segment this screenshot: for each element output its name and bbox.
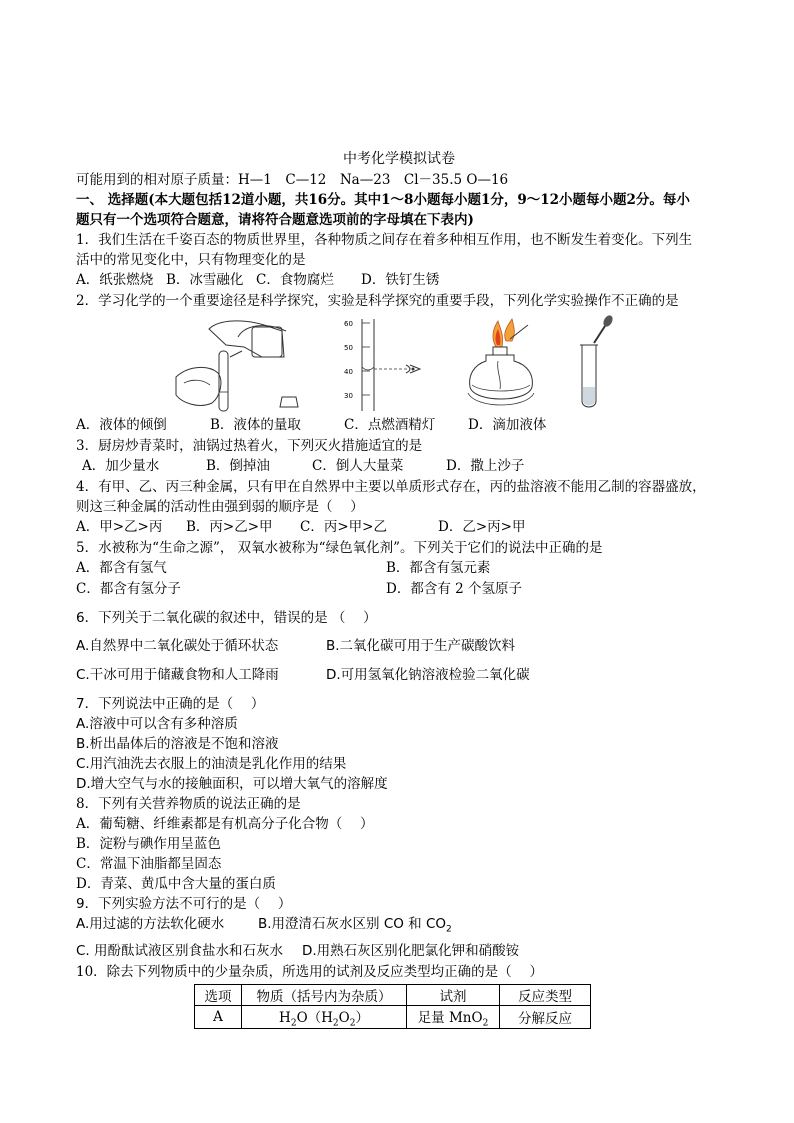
substance-part-d: ） xyxy=(355,1009,369,1026)
q10-stem: 10．除去下列物质中的少量杂质，所选用的试剂及反应类型均正确的是（ ） xyxy=(76,963,543,980)
page-title: 中考化学模拟试卷 xyxy=(343,151,455,167)
q5-option-a: A．都含有氢气 xyxy=(76,560,167,576)
q9-option-d: D.用熟石灰区别化肥氯化钾和硝酸铵 xyxy=(302,942,520,959)
substance-part-c: O xyxy=(338,1009,350,1026)
q6-option-c: C.干冰可用于储藏食物和人工降雨 xyxy=(76,667,279,683)
measuring-cylinder-figure xyxy=(334,315,434,415)
q5-option-d: D．都含有 2 个氢原子 xyxy=(386,581,522,597)
pouring-liquid-figure xyxy=(174,317,304,413)
q4-option-a: A．甲>乙>丙 xyxy=(76,519,163,535)
q3-stem: 3．厨房炒青菜时，油锅过热着火，下列灭火措施适宜的是 xyxy=(76,438,423,454)
q9-option-b xyxy=(258,914,452,941)
q3-option-b: B．倒掉油 xyxy=(206,458,270,474)
q8-stem: 8．下列有关营养物质的说法正确的是 xyxy=(76,796,301,812)
q4-option-c: C．丙>甲>乙 xyxy=(300,519,387,535)
q1-option-b: B．冰雪融化 xyxy=(166,272,244,288)
reagent-text: 足量 MnO xyxy=(417,1009,483,1026)
q7-option-a: A.溶液中可以含有多种溶质 xyxy=(76,716,238,732)
q3-options xyxy=(76,456,726,477)
table-row xyxy=(195,1005,591,1029)
q8-option-b: B．淀粉与碘作用呈蓝色 xyxy=(76,836,221,852)
q5-options-row1 xyxy=(76,558,726,579)
q7-stem: 7．下列说法中正确的是（ ） xyxy=(76,696,265,712)
q1-stem-line2: 活中的常见变化中，只有物理变化的是 xyxy=(76,252,306,268)
q4-stem-line1: 4．有甲、乙、丙三种金属，只有甲在自然界中主要以单质形式存在，丙的盐溶液不能用乙制的容器盛放， xyxy=(76,479,706,495)
q5-options-row2 xyxy=(76,579,726,600)
substance-part-b: O（H xyxy=(296,1009,333,1026)
q5-stem: 5．水被称为“生命之源”， 双氧水被称为“绿色氧化剂”。下列关于它们的说法中正确的是 xyxy=(76,540,603,556)
q7-option-d: D.增大空气与水的接触面积，可以增大氧气的溶解度 xyxy=(76,776,388,792)
table-header-reagent: 试剂 xyxy=(407,984,500,1005)
q6-option-a: A.自然界中二氧化碳处于循环状态 xyxy=(76,638,279,654)
alcohol-lamp-figure xyxy=(462,313,542,413)
q3-option-a: A．加少量水 xyxy=(82,458,160,474)
q6-option-b: B.二氧化碳可用于生产碳酸饮料 xyxy=(326,638,516,654)
row-substance xyxy=(242,1005,407,1029)
q6-options-row1 xyxy=(76,636,726,657)
q1-option-c: C．食物腐烂 xyxy=(256,272,334,288)
atomic-mass-line: 可能用到的相对原子质量：H—1 C—12 Na—23 Cl－35.5 O—16 xyxy=(76,172,509,188)
substance-sub-b: 2 xyxy=(332,1018,339,1029)
q9-options-row2 xyxy=(76,941,726,962)
q1-options xyxy=(76,270,726,291)
q2-option-b: B．液体的量取 xyxy=(210,417,301,433)
q9-option-a: A.用过滤的方法软化硬水 xyxy=(76,916,225,932)
q1-stem-line1: 1．我们生活在千姿百态的物质世界里，各种物质之间存在着多种相互作用，也不断发生着变化。下列生 xyxy=(76,232,693,248)
substance-sub-c: 2 xyxy=(349,1018,356,1029)
q10-table xyxy=(194,984,591,1030)
q8-option-a: A．葡萄糖、纤维素都是有机高分子化合物（ ） xyxy=(76,816,374,832)
substance-part-a: H xyxy=(279,1009,291,1026)
table-header-substance: 物质（括号内为杂质） xyxy=(242,984,407,1005)
q4-stem-line2: 则这三种金属的活动性由强到弱的顺序是（ ） xyxy=(76,499,364,515)
row-option: A xyxy=(195,1005,242,1029)
cylinder-tick-60: 60 xyxy=(344,320,353,328)
q9-option-b-text: B.用澄清石灰水区别 CO 和 CO xyxy=(258,916,447,932)
substance-sub-a: 2 xyxy=(290,1018,297,1029)
q9-option-b-subscript: 2 xyxy=(446,924,452,935)
q8-option-d: D．青菜、黄瓜中含大量的蛋白质 xyxy=(76,876,276,892)
cylinder-tick-30: 30 xyxy=(344,392,353,400)
q8-option-c: C．常温下油脂都呈固态 xyxy=(76,856,222,872)
q2-options xyxy=(76,415,726,436)
row-type: 分解反应 xyxy=(500,1005,591,1029)
exam-page xyxy=(76,148,726,1029)
row-reagent xyxy=(407,1005,500,1029)
q9-option-c: C. 用酚酞试液区别食盐水和石灰水 xyxy=(76,942,284,959)
reagent-subscript: 2 xyxy=(482,1018,489,1029)
table-header-type: 反应类型 xyxy=(500,984,591,1005)
q7-option-c: C.用汽油洗去衣服上的油渍是乳化作用的结果 xyxy=(76,756,347,772)
q5-option-c: C．都含有氢分子 xyxy=(76,581,181,597)
q6-option-d: D.可用氢氧化钠溶液检验二氧化碳 xyxy=(326,667,530,683)
cylinder-tick-50: 50 xyxy=(344,344,353,352)
cylinder-tick-40: 40 xyxy=(344,368,353,376)
q6-stem: 6．下列关于二氧化碳的叙述中，错误的是 （ ） xyxy=(76,610,377,626)
q9-options-row1 xyxy=(76,914,726,941)
q5-option-b: B．都含有氢元素 xyxy=(386,560,491,576)
q2-option-d: D．滴加液体 xyxy=(468,417,547,433)
table-header-row xyxy=(195,984,591,1005)
q3-option-d: D．撒上沙子 xyxy=(446,458,525,474)
q4-option-b: B．丙>乙>甲 xyxy=(186,519,273,535)
q3-option-c: C．倒人大量菜 xyxy=(312,458,404,474)
q6-options-row2 xyxy=(76,665,726,686)
q2-option-c: C．点燃酒精灯 xyxy=(344,417,436,433)
q4-option-d: D．乙>丙>甲 xyxy=(438,519,526,535)
table-header-option: 选项 xyxy=(195,984,242,1005)
section-heading-line1: 一、 选择题(本大题包括12道小题，共16分。其中1～8小题每小题1分，9～12小题每小题2分。每小 xyxy=(76,192,690,208)
q1-option-a: A．纸张燃烧 xyxy=(76,272,154,288)
q1-option-d: D．铁钉生锈 xyxy=(361,272,440,288)
q2-option-a: A．液体的倾倒 xyxy=(76,417,167,433)
q2-stem: 2．学习化学的一个重要途径是科学探究，实验是科学探究的重要手段，下列化学实验操作不正确的是 xyxy=(76,293,679,309)
q7-option-b: B.析出晶体后的溶液是不饱和溶液 xyxy=(76,736,279,752)
section-heading-line2: 题只有一个选项符合题意，请将符合题意选项前的字母填在下表内) xyxy=(76,212,474,228)
dropper-figure xyxy=(576,313,626,413)
q2-figures xyxy=(76,313,726,413)
q4-options xyxy=(76,517,726,538)
q9-stem: 9．下列实验方法不可行的是（ ） xyxy=(76,896,292,912)
